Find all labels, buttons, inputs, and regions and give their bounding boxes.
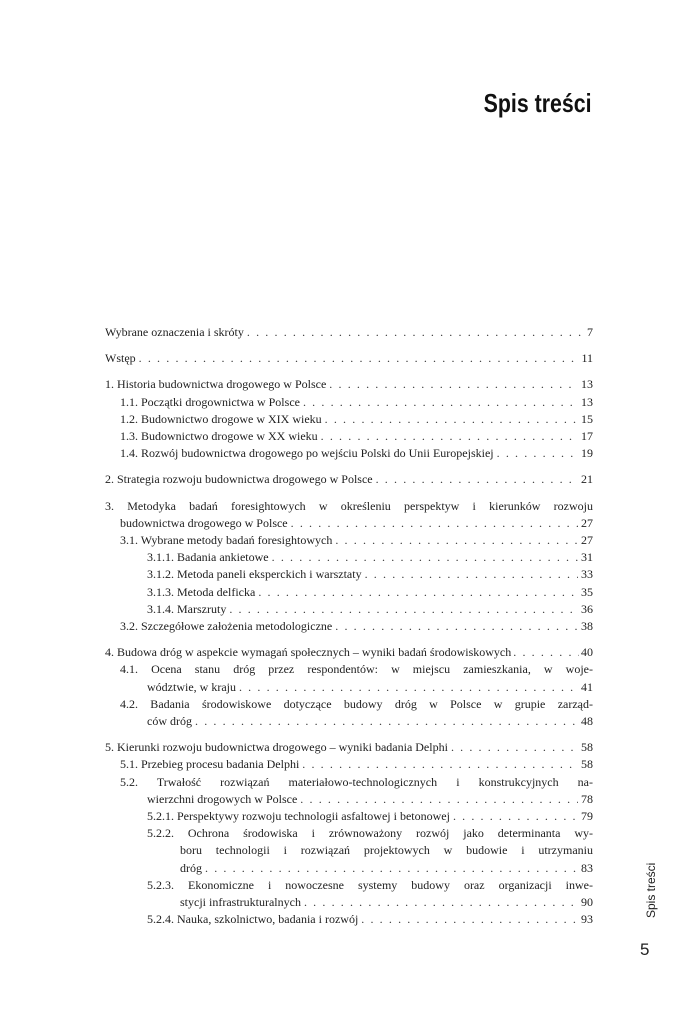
toc-entry-page: 27 xyxy=(581,515,593,530)
toc-entry[interactable] xyxy=(105,644,593,661)
leader-dots xyxy=(325,411,578,428)
toc-entry[interactable] xyxy=(105,911,593,928)
toc-entry-page: 21 xyxy=(581,472,593,487)
leader-dots xyxy=(272,549,578,566)
toc-entry-title-line: 3. Metodyka badań foresightowych w określeniu perspektyw i kierunków rozwoju xyxy=(105,498,593,513)
toc-entry-page: 40 xyxy=(581,645,593,660)
leader-dots xyxy=(302,756,578,773)
toc-entry-title-line: 5.2. Trwałość rozwiązań materiałowo-technologicznych i konstrukcyjnych na- xyxy=(120,774,593,789)
toc-entry-page: 58 xyxy=(581,740,593,755)
toc-entry[interactable] xyxy=(105,394,593,411)
leader-dots xyxy=(239,679,578,696)
toc-entry-title: 5. Kierunki rozwoju budownictwa drogowego – wyniki badania Delphi xyxy=(105,740,448,755)
toc-entry-title: 5.2.1. Perspektywy rozwoju technologii asfaltowej i betonowej xyxy=(147,809,450,824)
toc-entry-title: 3.2. Szczegółowe założenia metodologiczne xyxy=(120,619,333,634)
leader-dots xyxy=(304,894,578,911)
toc-entry-page: 35 xyxy=(581,584,593,599)
toc-entry-title: 2. Strategia rozwoju budownictwa drogowego w Polsce xyxy=(105,472,373,487)
toc-entry[interactable] xyxy=(105,739,593,756)
leader-dots xyxy=(300,791,578,808)
toc-entry-title: 3.1. Wybrane metody badań foresightowych xyxy=(120,533,333,548)
toc-entry-page: 93 xyxy=(581,912,593,927)
toc-entry[interactable] xyxy=(105,696,593,730)
leader-dots xyxy=(139,350,579,367)
leader-dots xyxy=(229,601,578,618)
toc-entry-title: Wybrane oznaczenia i skróty xyxy=(105,325,244,339)
toc-entry[interactable] xyxy=(105,877,593,911)
leader-dots xyxy=(258,584,578,601)
toc-entry-title-line: dróg xyxy=(180,860,202,875)
toc-entry-page: 33 xyxy=(581,567,593,582)
toc-entry-title: 4. Budowa dróg w aspekcie wymagań społecznych – wyniki badań środowiskowych xyxy=(105,645,512,660)
leader-dots xyxy=(329,376,578,393)
toc-entry-title: 1.4. Rozwój budownictwa drogowego po wejściu Polski do Unii Europejskiej xyxy=(120,446,494,461)
toc-entry-title-line: wierzchni drogowych w Polsce xyxy=(147,791,298,806)
toc-entry-page: 11 xyxy=(581,351,593,366)
toc-entry-page: 27 xyxy=(581,533,593,548)
toc-entry[interactable] xyxy=(105,584,593,601)
toc-entry-title: 5.2.4. Nauka, szkolnictwo, badania i rozwój xyxy=(147,912,359,927)
toc-entry[interactable] xyxy=(105,549,593,566)
toc-entry[interactable] xyxy=(105,471,593,488)
toc-entry[interactable] xyxy=(105,445,593,462)
toc-entry[interactable] xyxy=(105,532,593,549)
toc-entry-title-line: 4.2. Badania środowiskowe dotyczące budowy dróg w Polsce w grupie zarząd- xyxy=(120,696,593,711)
running-section-label: Spis treści xyxy=(644,862,658,918)
page-title: Spis treści xyxy=(484,88,592,118)
toc-entry-page: 78 xyxy=(581,791,593,806)
toc-entry-page: 17 xyxy=(581,429,593,444)
toc-entry[interactable] xyxy=(105,411,593,428)
toc-entry-title: 1.3. Budownictwo drogowe w XX wieku xyxy=(120,429,318,444)
toc-entry-title: 3.1.4. Marszruty xyxy=(147,601,227,616)
toc-entry-title-line: stycji infrastrukturalnych xyxy=(180,895,301,910)
table-of-contents xyxy=(105,324,593,929)
leader-dots xyxy=(335,532,578,549)
leader-dots xyxy=(361,911,578,928)
leader-dots xyxy=(335,618,578,635)
toc-entry[interactable] xyxy=(105,428,593,445)
leader-dots xyxy=(321,428,578,445)
toc-entry-title: 3.1.3. Metoda delficka xyxy=(147,584,256,599)
toc-entry-page: 79 xyxy=(581,809,593,824)
toc-entry-title: Wstęp xyxy=(105,351,136,366)
toc-entry-title: 5.1. Przebieg procesu badania Delphi xyxy=(120,757,300,772)
toc-entry-page: 83 xyxy=(581,860,593,875)
toc-entry[interactable] xyxy=(105,498,593,532)
toc-entry-page: 48 xyxy=(581,714,593,729)
toc-entry[interactable] xyxy=(105,661,593,695)
toc-entry-page: 7 xyxy=(587,325,593,339)
toc-entry[interactable] xyxy=(105,618,593,635)
toc-entry-title-line: 5.2.2. Ochrona środowiska i zrównoważony rozwój jako determinanta wy- xyxy=(147,826,593,841)
leader-dots xyxy=(247,324,584,341)
toc-entry-title: 1. Historia budownictwa drogowego w Polsce xyxy=(105,377,327,392)
toc-entry[interactable] xyxy=(105,756,593,773)
toc-entry[interactable] xyxy=(105,376,593,393)
leader-dots xyxy=(205,860,578,877)
toc-entry-page: 41 xyxy=(581,679,593,694)
toc-entry-title-line: 4.1. Ocena stanu dróg przez respondentów: w miejscu zamieszkania, w woje- xyxy=(120,662,593,677)
toc-entry[interactable] xyxy=(105,774,593,808)
leader-dots xyxy=(303,394,578,411)
toc-entry-title: 1.2. Budownictwo drogowe w XIX wieku xyxy=(120,411,322,426)
leader-dots xyxy=(365,566,578,583)
toc-entry[interactable] xyxy=(105,601,593,618)
toc-entry-title: 3.1.2. Metoda paneli eksperckich i warsztaty xyxy=(147,567,362,582)
toc-entry[interactable] xyxy=(105,350,593,367)
toc-entry[interactable] xyxy=(105,808,593,825)
leader-dots xyxy=(195,713,578,730)
page-number: 5 xyxy=(640,940,650,959)
leader-dots xyxy=(451,739,578,756)
leader-dots xyxy=(291,515,578,532)
toc-entry-page: 90 xyxy=(581,895,593,910)
toc-entry-page: 19 xyxy=(581,446,593,461)
toc-entry-title-line: wództwie, w kraju xyxy=(147,679,236,694)
toc-entry-page: 15 xyxy=(581,411,593,426)
toc-entry[interactable] xyxy=(105,566,593,583)
toc-entry-title-line: boru technologii i rozwiązań projektowych w budowie i utrzymaniu xyxy=(180,843,593,858)
leader-dots xyxy=(376,471,578,488)
toc-entry-title-line: ców dróg xyxy=(147,714,192,729)
leader-dots xyxy=(513,644,579,661)
leader-dots xyxy=(497,445,578,462)
toc-entry[interactable] xyxy=(105,825,593,877)
toc-entry-title-line: 5.2.3. Ekonomiczne i nowoczesne systemy budowy oraz organizacji inwe- xyxy=(147,877,593,892)
toc-entry-page: 58 xyxy=(581,757,593,772)
toc-entry-page: 31 xyxy=(581,550,593,565)
toc-entry-page: 13 xyxy=(581,377,593,392)
toc-entry-title: 1.1. Początki drogownictwa w Polsce xyxy=(120,394,300,409)
toc-entry[interactable] xyxy=(105,324,593,341)
toc-entry-title: 3.1.1. Badania ankietowe xyxy=(147,550,269,565)
toc-entry-page: 36 xyxy=(581,601,593,616)
toc-entry-title-line: budownictwa drogowego w Polsce xyxy=(120,515,288,530)
toc-entry-page: 38 xyxy=(581,619,593,634)
leader-dots xyxy=(453,808,578,825)
toc-entry-page: 13 xyxy=(581,394,593,409)
